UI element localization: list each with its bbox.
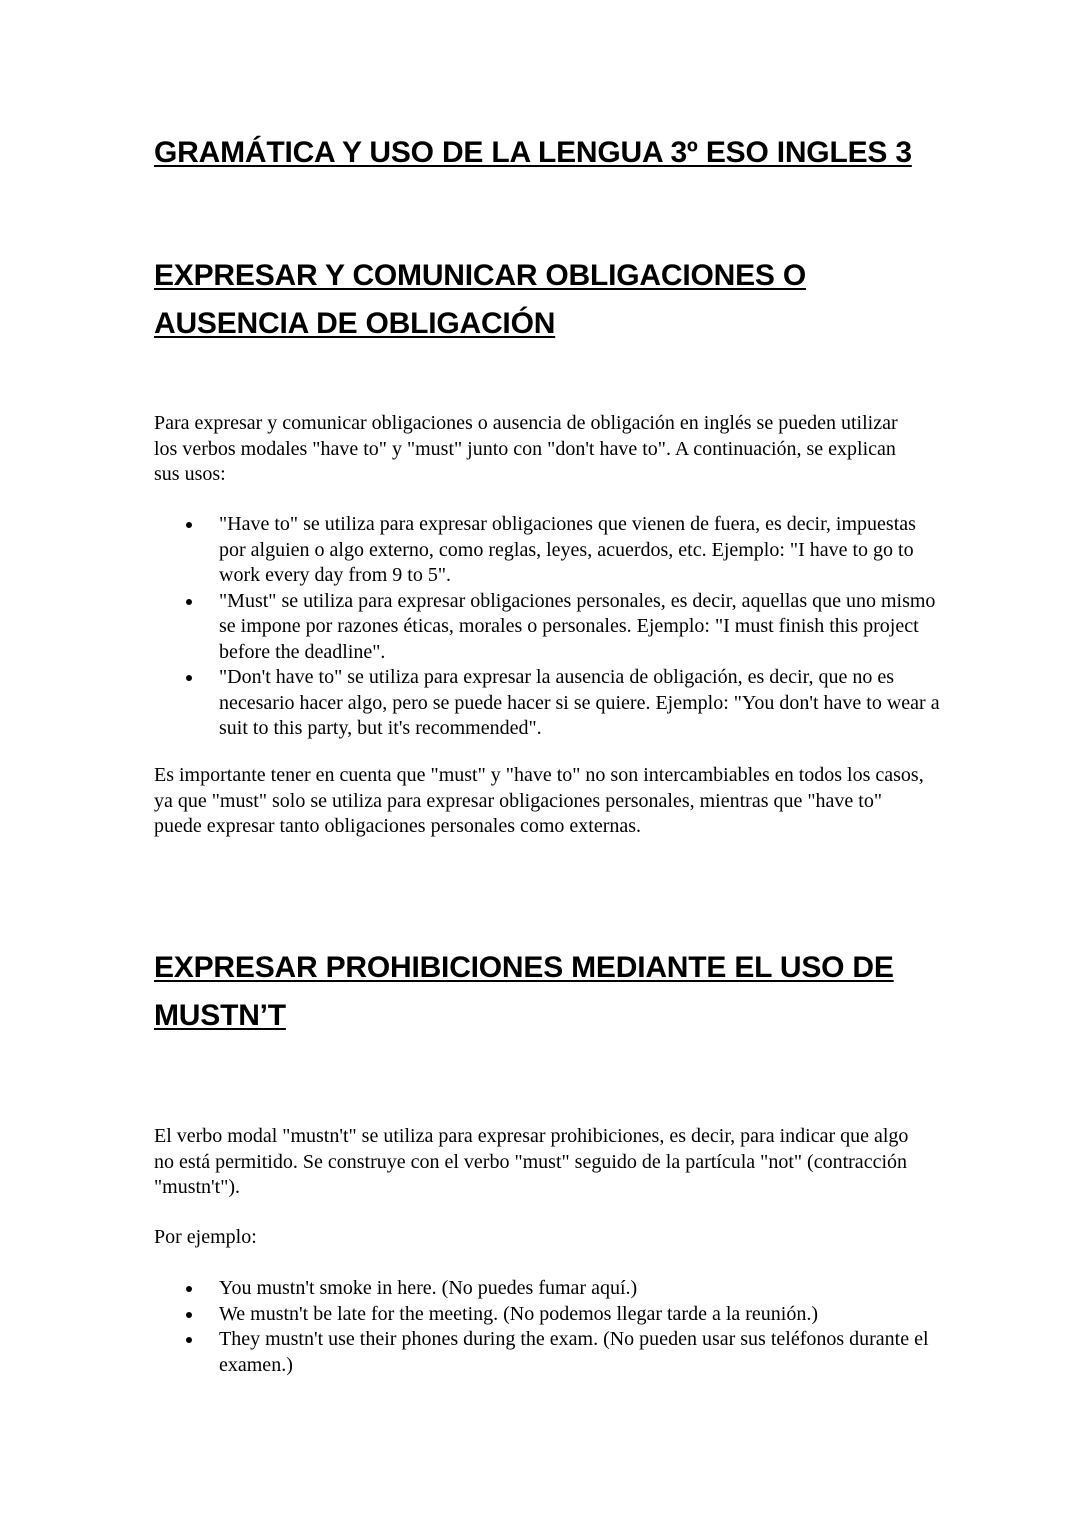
list-item-text: They mustn't use their phones during the exam. (No pueden usar sus teléfonos durante el examen.) — [219, 1328, 929, 1376]
list-item-text: We mustn't be late for the meeting. (No podemos llegar tarde a la reunión.) — [219, 1302, 819, 1325]
section-heading-obligations: EXPRESAR Y COMUNICAR OBLIGACIONES O AUSENCIA DE OBLIGACIÓN — [154, 259, 806, 340]
list-item — [154, 1327, 944, 1378]
list-item-text: "Must" se utiliza para expresar obligaciones personales, es decir, aquellas que uno mismo se impone por razones éticas, morales o personales. Ejemplo: "I must finish this project before the deadline". — [219, 589, 936, 663]
list-item-text: "Have to" se utiliza para expresar obligaciones que vienen de fuera, es decir, impuestas por alguien o algo externo, como reglas, leyes, acuerdos, etc. Ejemplo: "I have to go to work every day from 9 to 5". — [219, 513, 916, 586]
list-item — [154, 1276, 944, 1302]
examples-label: Por ejemplo: — [154, 1226, 257, 1248]
section-heading-prohibitions: EXPRESAR PROHIBICIONES MEDIANTE EL USO DE MUSTN’T — [154, 951, 894, 1032]
list-item-text: "Don't have to" se utiliza para expresar la ausencia de obligación, es decir, que no es necesario hacer algo, pero se puede hacer si se quiere. Ejemplo: "You don't have to wear a suit to this party, but it's recommended". — [219, 666, 940, 739]
bullet-icon — [186, 1337, 192, 1343]
document-title: GRAMÁTICA Y USO DE LA LENGUA 3º ESO INGLES 3 — [154, 136, 912, 169]
bullet-icon — [186, 675, 192, 681]
list-item — [154, 665, 944, 742]
prohibitions-bullet-list — [154, 1276, 944, 1378]
bullet-icon — [186, 599, 192, 605]
obligations-intro-paragraph: Para expresar y comunicar obligaciones o ausencia de obligación en inglés se pueden utilizar los verbos modales "have to" y "must" junto con "don't have to". A continuación, se explican sus usos: — [154, 412, 898, 485]
prohibitions-intro-paragraph: El verbo modal "mustn't" se utiliza para expresar prohibiciones, es decir, para indicar que algo no está permitido. Se construye con el verbo "must" seguido de la partícula "not" (contracción "mustn't"). — [154, 1125, 909, 1198]
obligations-bullet-list — [154, 512, 944, 742]
list-item — [154, 589, 944, 666]
obligations-note-paragraph: Es importante tener en cuenta que "must" y "have to" no son intercambiables en todos los casos, ya que "must" solo se utiliza para expresar obligaciones personales, mientras que "have to" puede expresar tanto obligaciones personales como externas. — [154, 764, 924, 837]
bullet-icon — [186, 522, 192, 528]
list-item — [154, 512, 944, 589]
list-item-text: You mustn't smoke in here. (No puedes fumar aquí.) — [219, 1277, 638, 1299]
list-item — [154, 1302, 944, 1328]
bullet-icon — [186, 1312, 192, 1318]
bullet-icon — [186, 1286, 192, 1292]
